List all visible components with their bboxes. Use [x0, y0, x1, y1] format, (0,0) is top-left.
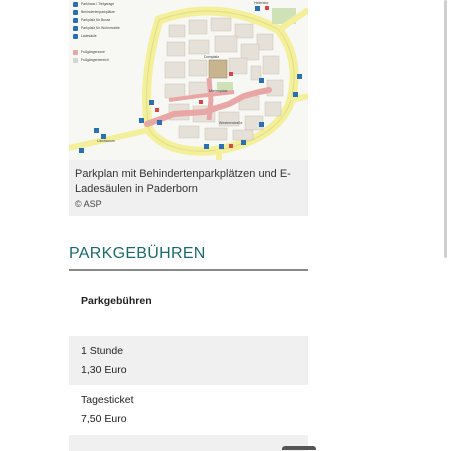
bottom-handle[interactable] — [282, 446, 316, 450]
fee-value: 7,50 Euro — [81, 413, 127, 425]
pedestrian-area-swatch — [73, 58, 78, 63]
legend-label: Parkplatz für Busse — [81, 18, 111, 22]
caption-credit: © ASP — [75, 199, 102, 209]
section-heading: PARKGEBÜHREN — [69, 245, 206, 262]
image-caption — [69, 160, 308, 216]
legend-item — [73, 16, 135, 24]
parking-map-image[interactable] — [69, 0, 308, 160]
svg-text:Marienplatz: Marienplatz — [209, 89, 228, 93]
svg-text:Heierstor: Heierstor — [254, 1, 269, 5]
fee-value: 1,30 Euro — [81, 364, 127, 376]
table-row — [69, 336, 308, 385]
bus-icon — [73, 18, 78, 23]
fee-label: Tagesticket — [81, 394, 134, 406]
svg-text:Domplatz: Domplatz — [204, 55, 220, 59]
legend-item — [73, 56, 135, 64]
fee-label: 1 Stunde — [81, 345, 124, 357]
svg-text:Westernstraße: Westernstraße — [219, 121, 243, 125]
legend-label: Ladesäule — [81, 34, 97, 38]
map-legend — [73, 0, 135, 64]
table-header: Parkgebühren — [81, 295, 152, 307]
legend-label: Behindertenparkplätze — [81, 10, 115, 14]
scrollbar[interactable] — [444, 0, 447, 258]
legend-label: Fußgängerzone — [81, 50, 105, 54]
fees-table — [69, 285, 308, 451]
camper-icon — [73, 26, 78, 31]
legend-label: Fußgängerbereich — [81, 58, 109, 62]
caption-text: Parkplan mit Behindertenparkplätzen und E-Ladesäulen in Paderborn — [75, 168, 291, 195]
table-row — [69, 435, 308, 451]
legend-item — [73, 0, 135, 8]
legend-label: Parkhaus / Tiefgarage — [81, 2, 115, 6]
wheelchair-icon — [73, 10, 78, 15]
svg-text:Liborianum: Liborianum — [97, 139, 115, 143]
charging-station-icon — [73, 34, 78, 39]
legend-item — [73, 8, 135, 16]
table-row — [69, 385, 308, 435]
section-divider — [69, 269, 308, 271]
legend-item — [73, 32, 135, 40]
table-header-row — [69, 285, 308, 336]
legend-item — [73, 24, 135, 32]
legend-item — [73, 48, 135, 56]
legend-label: Parkplatz für Wohnmobile — [81, 26, 120, 30]
parking-garage-icon — [73, 2, 78, 7]
pedestrian-zone-swatch — [73, 50, 78, 55]
